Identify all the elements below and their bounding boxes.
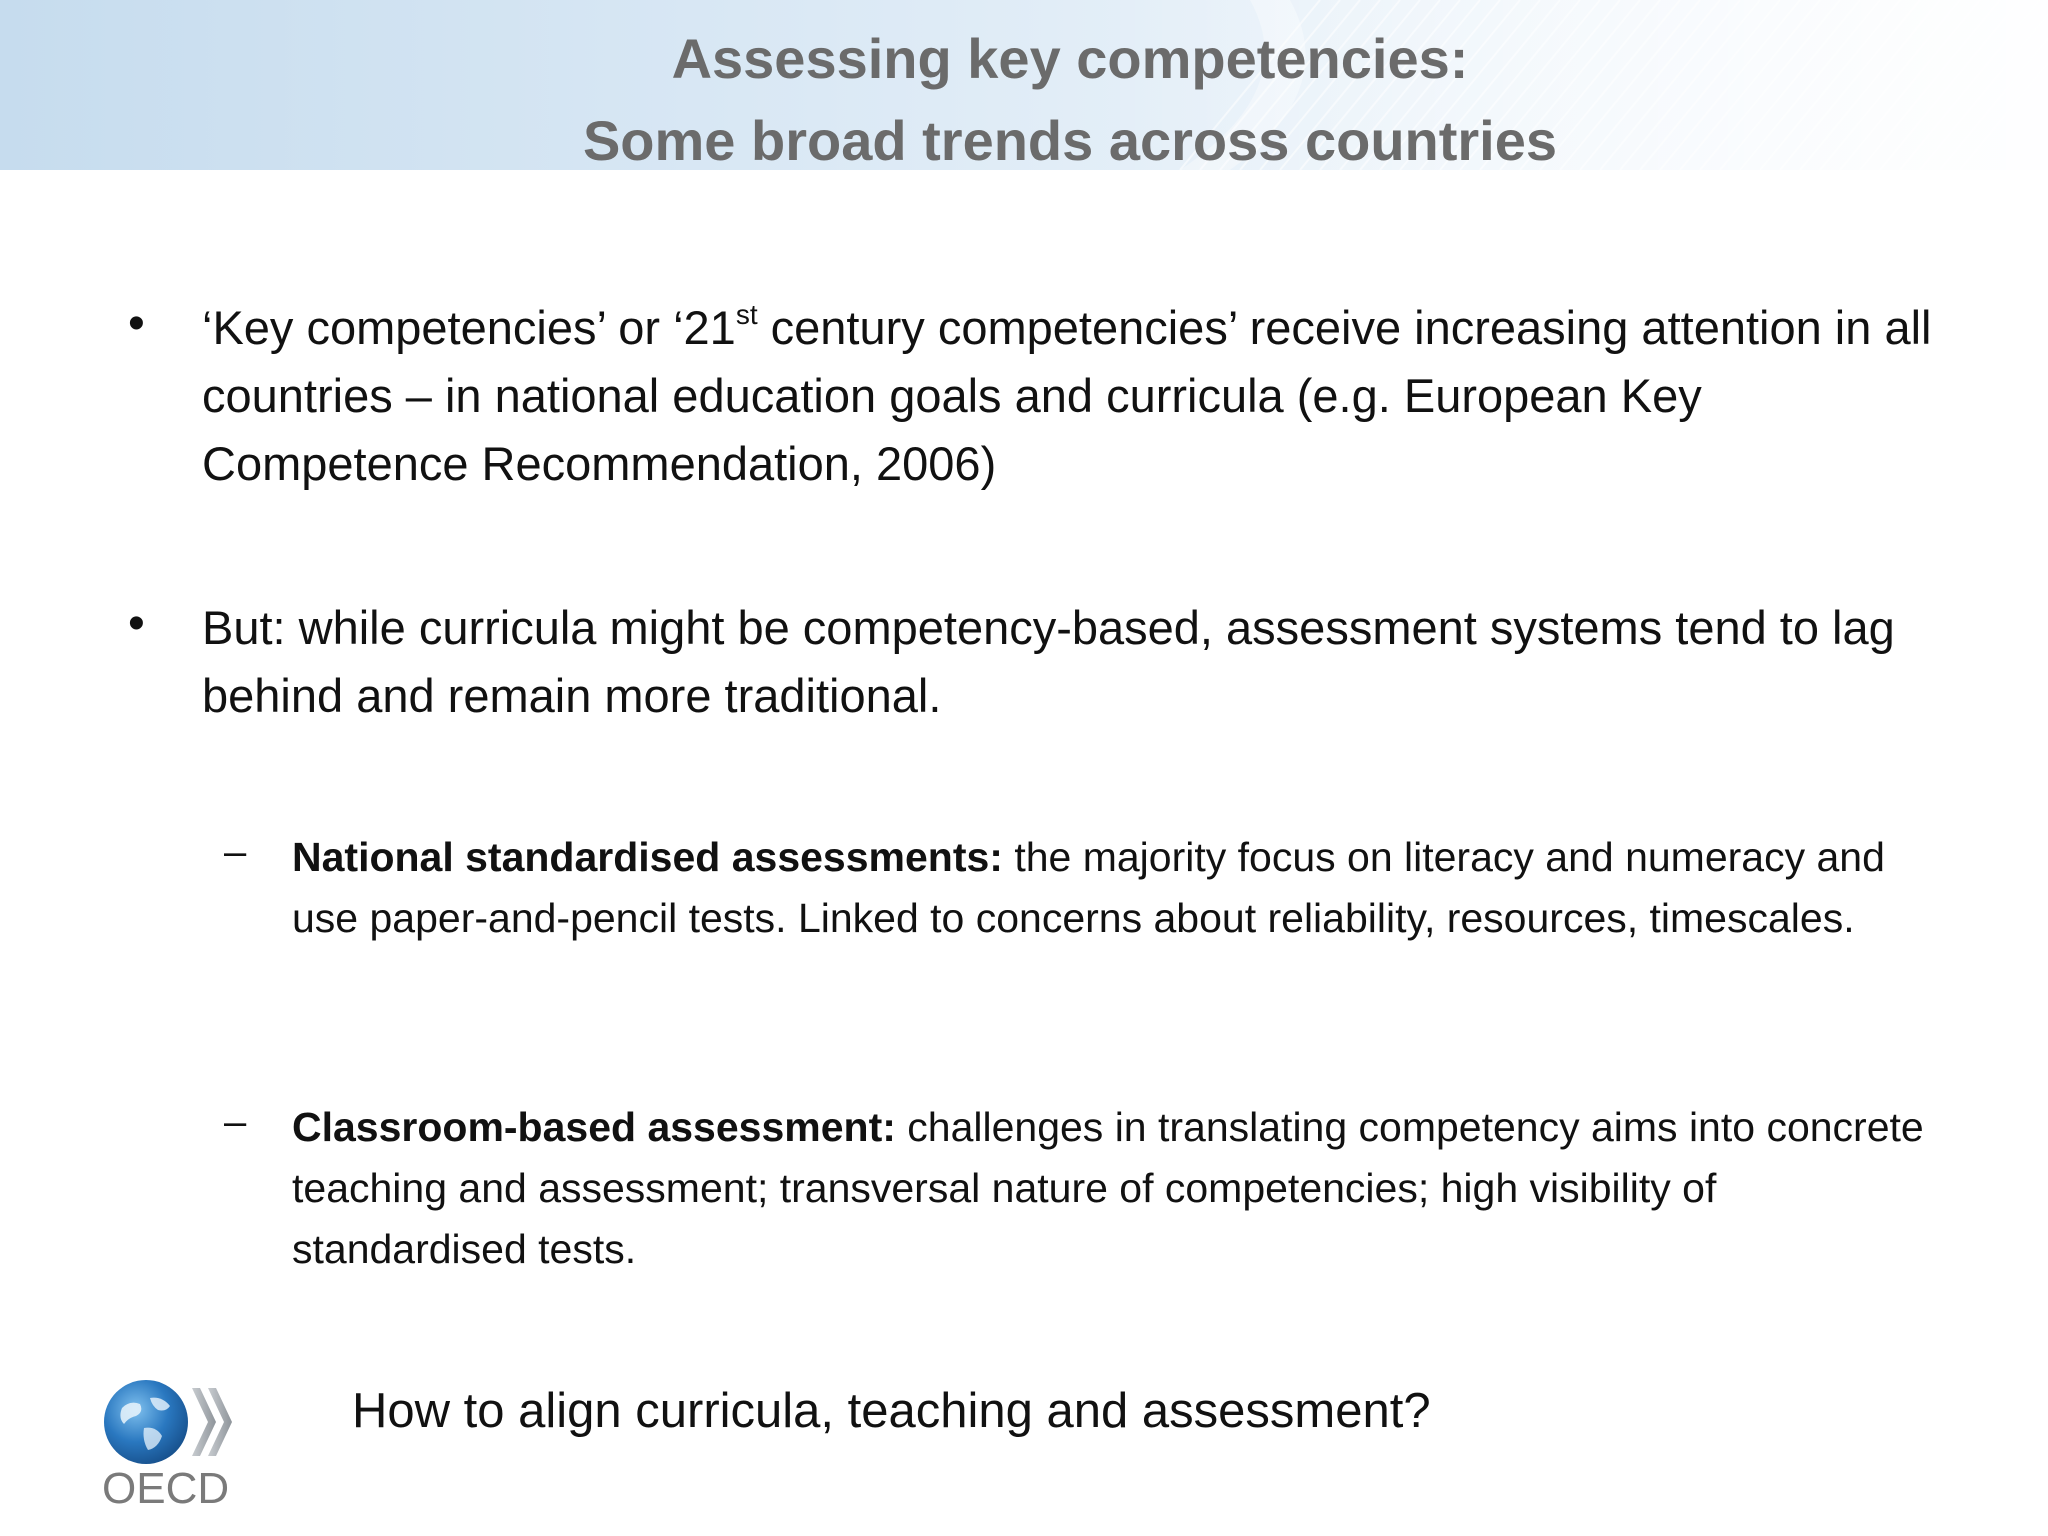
title-line-1: Assessing key competencies: <box>671 27 1469 90</box>
closing-question: How to align curricula, teaching and assessment? <box>352 1384 1431 1438</box>
sub-bullet-text-2 <box>292 1097 1932 1280</box>
bullet-text-2: But: while curricula might be competency-based, assessment systems tend to lag behind and remain more traditional. <box>202 601 1895 722</box>
sub-bullet-marker-2: – <box>224 1100 247 1144</box>
sub-bullet-text-1 <box>292 827 1932 949</box>
sub-bullet-2-text: challenges in translating competency aims into concrete teaching and assessment; transversal nature of competencies; high visibility of standardised tests. <box>292 1104 1924 1272</box>
sub-bullet-1-bold: National standardised assessments: <box>292 834 1003 880</box>
bullet-1-pre: ‘Key competencies’ or ‘21 <box>202 301 736 354</box>
title-line-2: Some broad trends across countries <box>582 109 1558 170</box>
bullet-text-1 <box>202 294 1962 498</box>
bullet-marker-2: • <box>128 597 145 650</box>
sub-bullet-2-bold: Classroom-based assessment: <box>292 1104 896 1150</box>
bullet-marker-1: • <box>128 297 145 350</box>
oecd-logo-text: OECD <box>102 1464 230 1513</box>
sub-bullet-marker-1: – <box>224 830 247 874</box>
bullet-1-post: century competencies’ receive increasing attention in all countries – in national education goals and curricula (e.g. European Key Competence Recommendation, 2006) <box>202 301 1932 490</box>
sub-bullet-1-text: the majority focus on literacy and numeracy and use paper-and-pencil tests. Linked to concerns about reliability, resources, timescales. <box>292 834 1885 941</box>
bullet-1-sup: st <box>735 299 758 330</box>
